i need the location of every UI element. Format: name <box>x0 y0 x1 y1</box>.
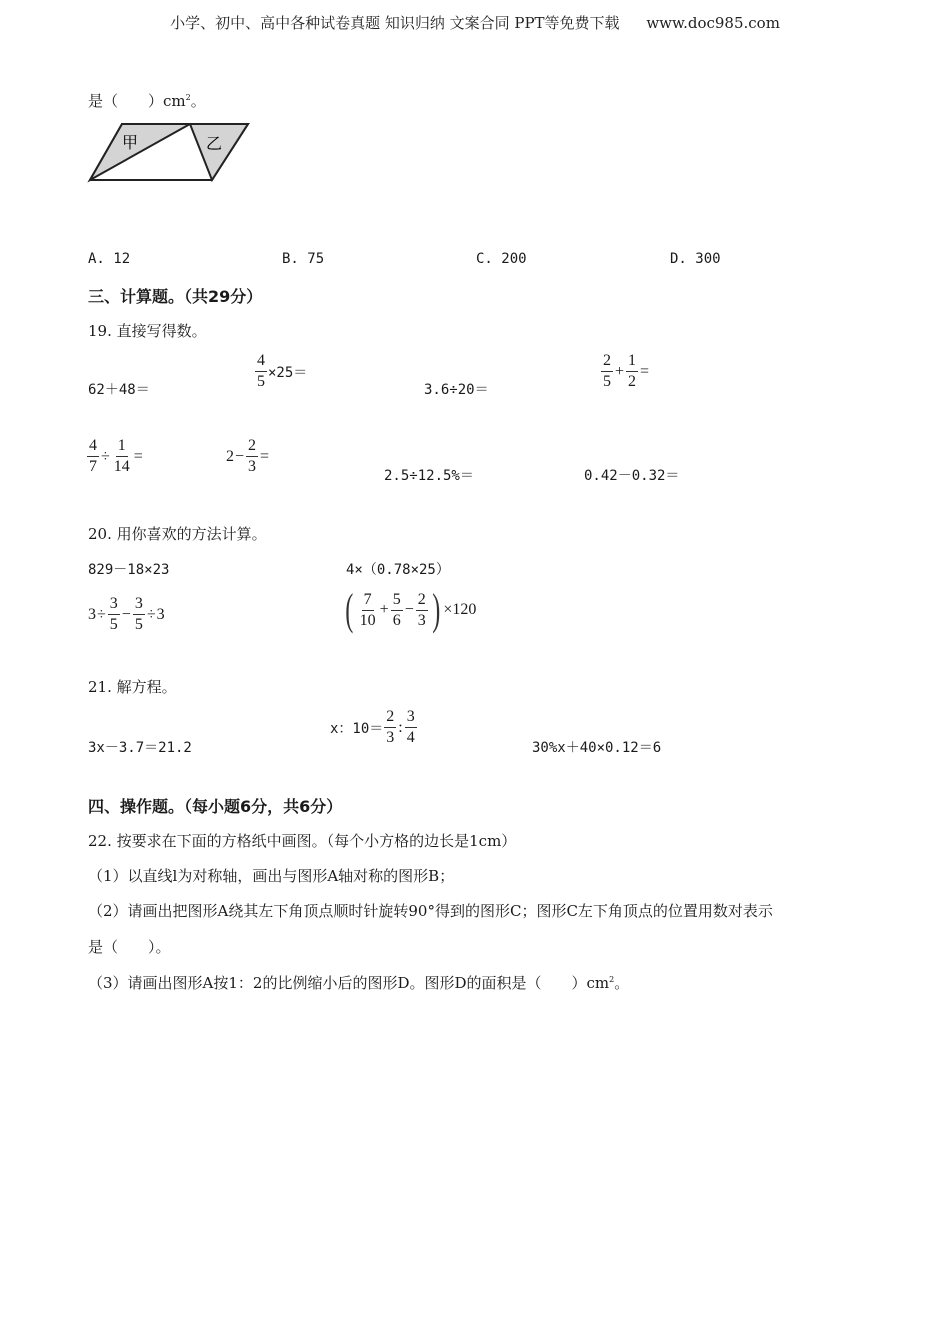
q19-expr-3: 3.6÷20＝ <box>424 382 489 398</box>
q18-stem: 是（ ）$cm^2$。 <box>88 92 206 110</box>
header-title: 小学、初中、高中各种试卷真题 知识归纳 文案合同 PPT等免费下载 <box>170 14 620 32</box>
q19-expr-4: $\frac{2}{5}$ + $\frac{1}{2}$ = <box>603 352 650 390</box>
page-header <box>0 12 950 33</box>
q19-title: 19. 直接写得数。 <box>88 322 207 340</box>
q19-expr-5: $\frac{4}{7}$ ÷ $\frac{1}{14}$ = <box>89 437 143 475</box>
q21-expr-3: 30%x＋40×0.12＝6 <box>532 740 662 756</box>
q20-expr-4: ( $\frac{7}{10}$ + $\frac{5}{6}$ − $\frac{2}{3}$ ) ×120 <box>345 585 477 634</box>
label-jia: 甲 <box>122 133 139 152</box>
q21-title: 21. 解方程。 <box>88 678 177 696</box>
q22-part-2-answer: 是（ ）。 <box>88 938 171 956</box>
q19-expr-7: 2.5÷12.5%＝ <box>384 468 474 484</box>
option-c[interactable]: C. 200 <box>476 251 527 267</box>
header-site[interactable]: www.doc985.com <box>646 14 780 32</box>
left-paren: ( <box>345 585 354 634</box>
option-a[interactable]: A. 12 <box>88 251 131 267</box>
right-paren: ) <box>432 585 441 634</box>
q19-expr-2: $\frac{4}{5}$ ×25＝ <box>257 352 308 390</box>
section-4-title: 四、操作题。（每小题6分，共6分） <box>88 797 343 816</box>
q19-expr-6: 2 − $\frac{2}{3}$ = <box>226 437 270 475</box>
option-b[interactable]: B. 75 <box>282 251 325 267</box>
q22-part-2: （2）请画出把图形A绕其左下角顶点顺时针旋转90°得到的图形C；图形C左下角顶点的位置用数对表示 <box>88 902 773 920</box>
q20-title: 20. 用你喜欢的方法计算。 <box>88 525 267 543</box>
section-3-title: 三、计算题。（共29分） <box>88 287 263 306</box>
q20-expr-1: 829－18×23 <box>88 562 170 578</box>
q20-expr-3: 3 ÷ $\frac{3}{5}$ − $\frac{3}{5}$ ÷ 3 <box>88 595 165 633</box>
q21-expr-2: x：10＝ $\frac{2}{3}$ : $\frac{3}{4}$ <box>330 708 415 746</box>
q22-title: 22. 按要求在下面的方格纸中画图。（每个小方格的边长是1cm） <box>88 832 517 850</box>
q20-expr-2: 4×（0.78×25） <box>346 562 450 578</box>
q22-part-3: （3）请画出图形A按1：2的比例缩小后的图形D。图形D的面积是（ ）$cm^2$。 <box>88 974 630 992</box>
q22-part-1: （1）以直线l为对称轴，画出与图形A轴对称的图形B； <box>88 867 455 885</box>
label-yi: 乙 <box>206 134 223 153</box>
q19-expr-1: 62＋48＝ <box>88 382 150 398</box>
option-d[interactable]: D. 300 <box>670 251 721 267</box>
parallelogram-figure <box>86 120 252 184</box>
q21-expr-1: 3x－3.7＝21.2 <box>88 740 192 756</box>
q19-expr-8: 0.42－0.32＝ <box>584 468 680 484</box>
